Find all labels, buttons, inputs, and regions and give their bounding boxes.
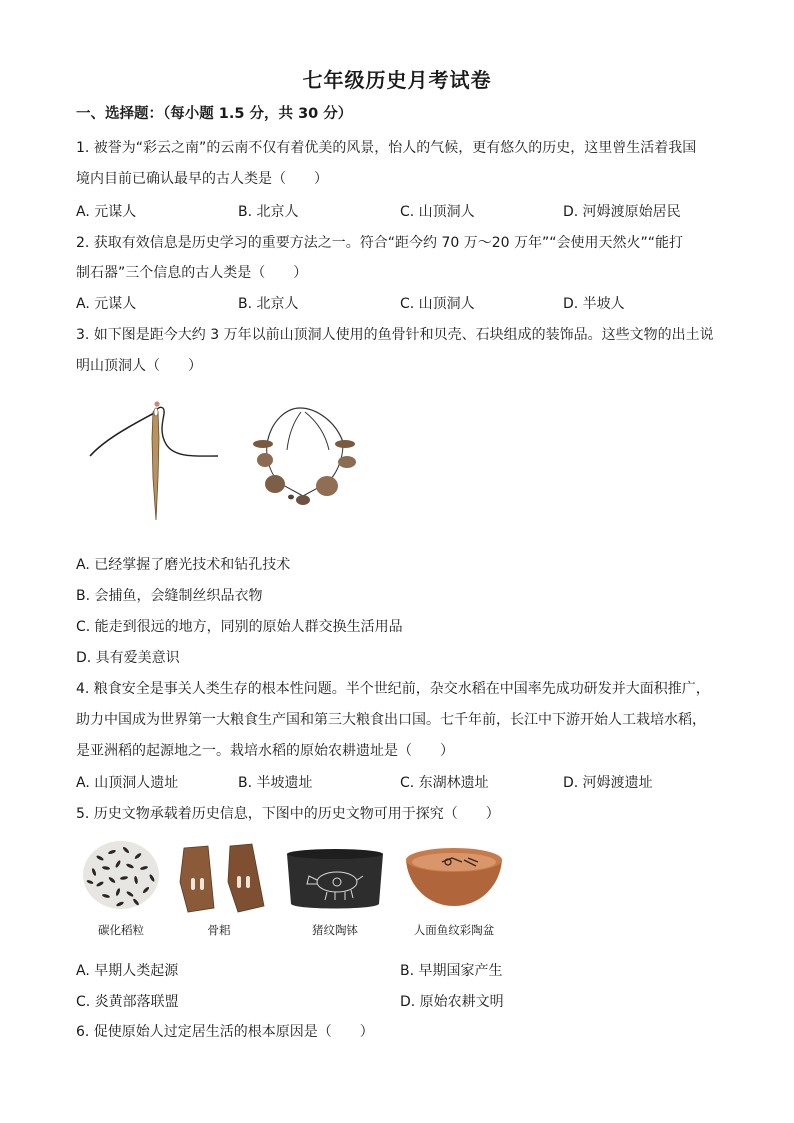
q1-option-b: B. 北京人 [238, 204, 299, 220]
page-title: 七年级历史月考试卷 [302, 68, 492, 92]
caption-pig-pattern-bowl: 猪纹陶钵 [312, 923, 358, 937]
section-heading: 一、选择题：（每小题 1.5 分，共 30 分） [76, 106, 353, 122]
q4-stem-line-2: 助力中国成为世界第一大粮食生产国和第三大粮食出口国。七千年前，长江中下游开始人工栽培水稻， [76, 712, 706, 728]
caption-carbonized-rice: 碳化稻粒 [98, 923, 144, 937]
q2-option-c: C. 山顶洞人 [400, 296, 475, 312]
q3-stem-line-2: 明山顶洞人（ ） [76, 358, 202, 374]
pig-pattern-bowl-image [283, 846, 387, 912]
q1-option-d: D. 河姆渡原始居民 [563, 204, 681, 220]
q3-option-c: C. 能走到很远的地方，同别的原始人群交换生活用品 [76, 619, 403, 635]
q5-option-a: A. 早期人类起源 [76, 963, 179, 979]
q4-stem-line-1: 4. 粮食安全是事关人类生存的根本性问题。半个世纪前，杂交水稻在中国率先成功研发并大面积推广， [76, 681, 710, 697]
q5-option-b: B. 早期国家产生 [400, 963, 503, 979]
bone-needle-image [86, 398, 226, 524]
caption-bone-spade: 骨耜 [207, 923, 231, 937]
q2-stem-line-1: 2. 获取有效信息是历史学习的重要方法之一。符合“距今约 70 万～20 万年”“会使用天然火”“能打 [76, 235, 684, 251]
bone-spade-image [178, 842, 268, 914]
q4-option-b: B. 半坡遗址 [238, 775, 313, 791]
caption-face-fish-basin: 人面鱼纹彩陶盆 [413, 923, 495, 937]
q2-option-a: A. 元谋人 [76, 296, 137, 312]
q4-option-d: D. 河姆渡遗址 [563, 775, 653, 791]
q4-option-c: C. 东湖林遗址 [400, 775, 489, 791]
q3-option-a: A. 已经掌握了磨光技术和钻孔技术 [76, 557, 291, 573]
q1-option-a: A. 元谋人 [76, 204, 137, 220]
q4-option-a: A. 山顶洞人遗址 [76, 775, 179, 791]
q1-option-c: C. 山顶洞人 [400, 204, 475, 220]
carbonized-rice-image [80, 838, 162, 912]
face-fish-basin-image [404, 846, 504, 910]
q2-option-d: D. 半坡人 [563, 296, 625, 312]
q6-stem-line-1: 6. 促使原始人过定居生活的根本原因是（ ） [76, 1024, 374, 1040]
q2-stem-line-2: 制石器”三个信息的古人类是（ ） [76, 265, 308, 281]
q3-option-d: D. 具有爱美意识 [76, 650, 180, 666]
q3-stem-line-1: 3. 如下图是距今大约 3 万年以前山顶洞人使用的鱼骨针和贝壳、石块组成的装饰品。这些文物的出土说 [76, 327, 714, 343]
q5-stem-line-1: 5. 历史文物承载着历史信息，下图中的历史文物可用于探究（ ） [76, 806, 500, 822]
q3-option-b: B. 会捕鱼，会缝制丝织品衣物 [76, 588, 263, 604]
q4-stem-line-3: 是亚洲稻的起源地之一。栽培水稻的原始农耕遗址是（ ） [76, 743, 454, 759]
q5-option-d: D. 原始农耕文明 [400, 994, 504, 1010]
q2-option-b: B. 北京人 [238, 296, 299, 312]
q1-stem-line-2: 境内目前已确认最早的古人类是（ ） [76, 171, 328, 187]
q5-option-c: C. 炎黄部落联盟 [76, 994, 179, 1010]
q1-stem-line-1: 1. 被誉为“彩云之南”的云南不仅有着优美的风景，怡人的气候，更有悠久的历史，这里曾生活着我国 [76, 140, 697, 156]
shell-stone-ornament-image [245, 402, 365, 512]
